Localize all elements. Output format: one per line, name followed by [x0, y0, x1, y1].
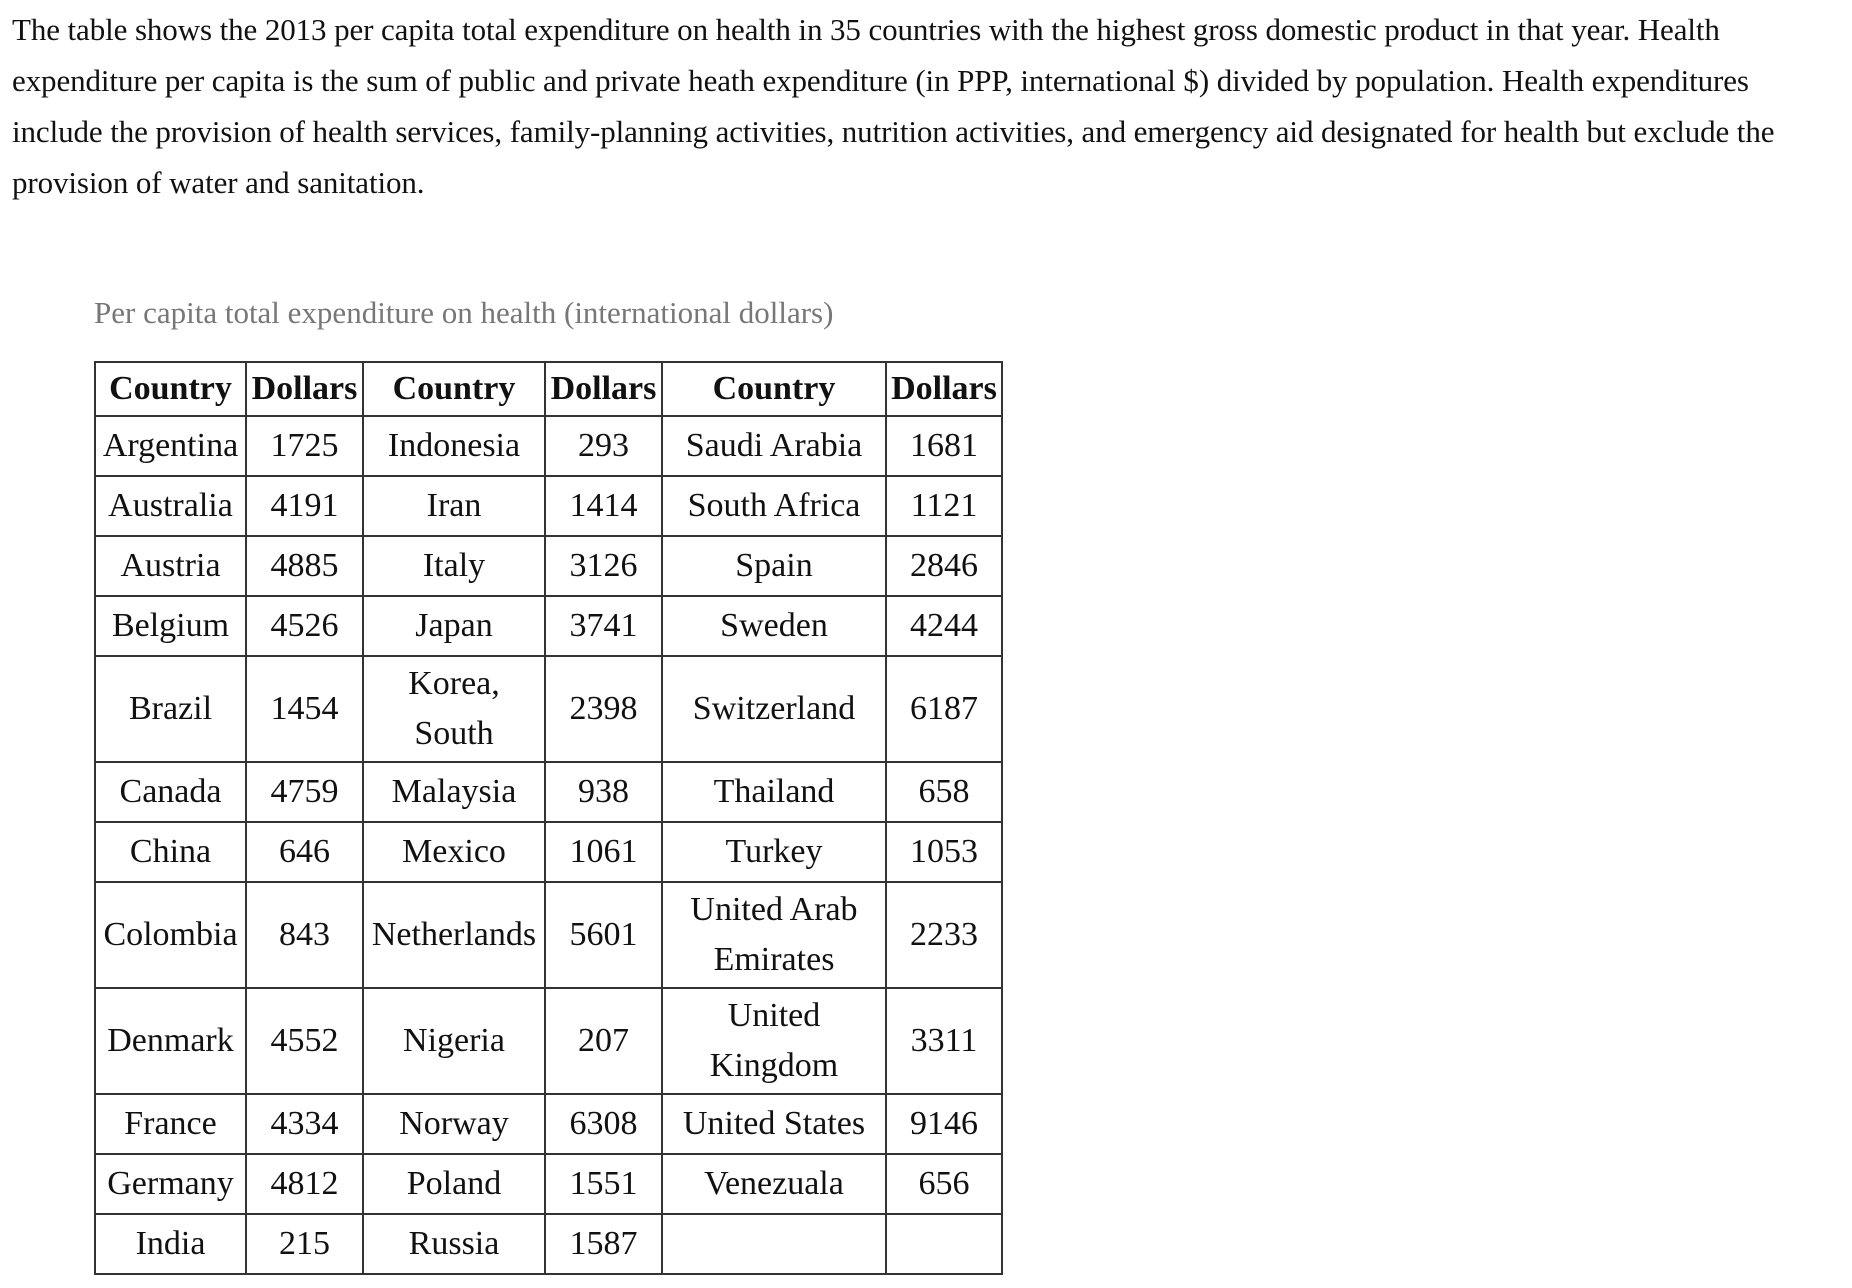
- country-cell: Malaysia: [363, 762, 545, 822]
- dollars-cell: 4244: [886, 596, 1002, 656]
- country-cell: Netherlands: [363, 882, 545, 988]
- country-cell: Australia: [95, 476, 246, 536]
- column-header: Dollars: [246, 362, 363, 416]
- dollars-cell: 4526: [246, 596, 363, 656]
- country-cell: Sweden: [662, 596, 886, 656]
- country-cell: United States: [662, 1094, 886, 1154]
- country-cell: Germany: [95, 1154, 246, 1214]
- dollars-cell: 646: [246, 822, 363, 882]
- column-header: Dollars: [886, 362, 1002, 416]
- dollars-cell: 4885: [246, 536, 363, 596]
- country-cell: Argentina: [95, 416, 246, 476]
- column-header: Country: [662, 362, 886, 416]
- country-cell: Norway: [363, 1094, 545, 1154]
- dollars-cell: 1061: [545, 822, 662, 882]
- table-row: [95, 1094, 1002, 1154]
- table-row: [95, 822, 1002, 882]
- country-cell: India: [95, 1214, 246, 1274]
- country-cell: [662, 1214, 886, 1274]
- country-cell: United Kingdom: [662, 988, 886, 1094]
- country-cell: Spain: [662, 536, 886, 596]
- dollars-cell: 1454: [246, 656, 363, 762]
- country-cell: Mexico: [363, 822, 545, 882]
- column-header: Country: [95, 362, 246, 416]
- dollars-cell: 1053: [886, 822, 1002, 882]
- table-caption: Per capita total expenditure on health (international dollars): [94, 295, 834, 330]
- dollars-cell: 4812: [246, 1154, 363, 1214]
- health-expenditure-table: [94, 361, 1003, 1275]
- country-cell: Belgium: [95, 596, 246, 656]
- dollars-cell: 207: [545, 988, 662, 1094]
- country-cell: South Africa: [662, 476, 886, 536]
- intro-paragraph: The table shows the 2013 per capita total expenditure on health in 35 countries with the highest gross domestic product in that year. Health expenditure per capita is the sum of public and private heath expenditure (in PPP, international $) divided by population. Health expenditures include the provision of health services, family-planning activities, nutrition activities, and emergency aid designated for health but exclude the provision of water and sanitation.: [12, 12, 1775, 200]
- table-row: [95, 656, 1002, 762]
- country-cell: Switzerland: [662, 656, 886, 762]
- country-cell: Japan: [363, 596, 545, 656]
- country-cell: Turkey: [662, 822, 886, 882]
- dollars-cell: 1551: [545, 1154, 662, 1214]
- country-cell: Canada: [95, 762, 246, 822]
- dollars-cell: 1587: [545, 1214, 662, 1274]
- dollars-cell: 1681: [886, 416, 1002, 476]
- dollars-cell: 3741: [545, 596, 662, 656]
- country-cell: Nigeria: [363, 988, 545, 1094]
- country-cell: Brazil: [95, 656, 246, 762]
- column-header: Dollars: [545, 362, 662, 416]
- dollars-cell: [886, 1214, 1002, 1274]
- dollars-cell: 843: [246, 882, 363, 988]
- dollars-cell: 1725: [246, 416, 363, 476]
- table-row: [95, 988, 1002, 1094]
- dollars-cell: 658: [886, 762, 1002, 822]
- dollars-cell: 5601: [545, 882, 662, 988]
- table-row: [95, 476, 1002, 536]
- country-cell: Saudi Arabia: [662, 416, 886, 476]
- country-cell: Colombia: [95, 882, 246, 988]
- dollars-cell: 3311: [886, 988, 1002, 1094]
- dollars-cell: 1121: [886, 476, 1002, 536]
- dollars-cell: 2233: [886, 882, 1002, 988]
- table-row: [95, 416, 1002, 476]
- dollars-cell: 4334: [246, 1094, 363, 1154]
- country-cell: United Arab Emirates: [662, 882, 886, 988]
- table-header-row: [95, 362, 1002, 416]
- table-row: [95, 1154, 1002, 1214]
- country-cell: France: [95, 1094, 246, 1154]
- dollars-cell: 1414: [545, 476, 662, 536]
- dollars-cell: 4552: [246, 988, 363, 1094]
- table-row: [95, 762, 1002, 822]
- country-cell: Korea, South: [363, 656, 545, 762]
- country-cell: Indonesia: [363, 416, 545, 476]
- table-row: [95, 596, 1002, 656]
- dollars-cell: 938: [545, 762, 662, 822]
- country-cell: China: [95, 822, 246, 882]
- dollars-cell: 4759: [246, 762, 363, 822]
- dollars-cell: 6308: [545, 1094, 662, 1154]
- dollars-cell: 3126: [545, 536, 662, 596]
- country-cell: Denmark: [95, 988, 246, 1094]
- country-cell: Russia: [363, 1214, 545, 1274]
- dollars-cell: 2398: [545, 656, 662, 762]
- dollars-cell: 293: [545, 416, 662, 476]
- dollars-cell: 9146: [886, 1094, 1002, 1154]
- dollars-cell: 4191: [246, 476, 363, 536]
- table-row: [95, 882, 1002, 988]
- country-cell: Italy: [363, 536, 545, 596]
- table-row: [95, 1214, 1002, 1274]
- country-cell: Venezuala: [662, 1154, 886, 1214]
- country-cell: Austria: [95, 536, 246, 596]
- dollars-cell: 6187: [886, 656, 1002, 762]
- country-cell: Poland: [363, 1154, 545, 1214]
- column-header: Country: [363, 362, 545, 416]
- country-cell: Iran: [363, 476, 545, 536]
- table-row: [95, 536, 1002, 596]
- dollars-cell: 215: [246, 1214, 363, 1274]
- dollars-cell: 656: [886, 1154, 1002, 1214]
- country-cell: Thailand: [662, 762, 886, 822]
- dollars-cell: 2846: [886, 536, 1002, 596]
